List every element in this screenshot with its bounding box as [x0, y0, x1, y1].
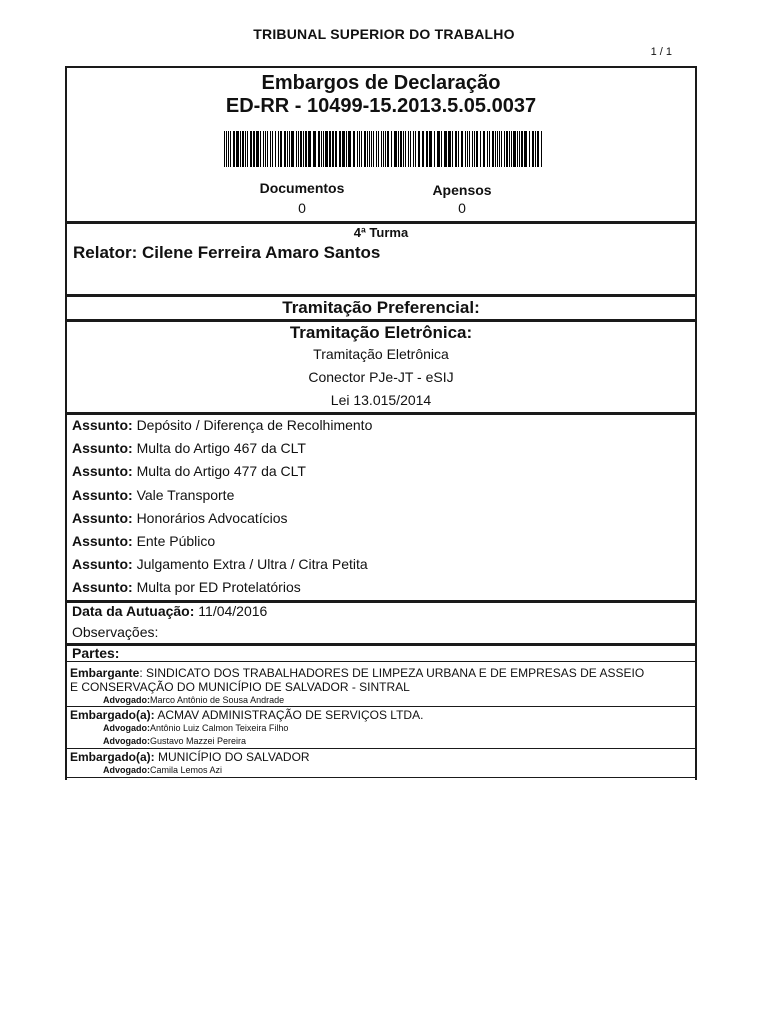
barcode-bar	[429, 131, 432, 167]
barcode-bar	[359, 131, 360, 167]
barcode-bar	[437, 131, 440, 167]
barcode-bar	[444, 131, 447, 167]
advogado-label: Advogado:	[103, 736, 150, 746]
list-item	[72, 578, 372, 601]
divider	[65, 706, 697, 707]
assunto-value: Honorários Advocatícios	[136, 509, 288, 526]
barcode-bar	[472, 131, 473, 167]
barcode-bar	[267, 131, 268, 167]
barcode-bar	[323, 131, 324, 167]
embargado-label: Embargado(a):	[70, 750, 155, 764]
embargado-name: ACMAV ADMINISTRAÇÃO DE SERVIÇOS LTDA.	[154, 708, 424, 722]
barcode-bar	[308, 131, 311, 167]
barcode-bar	[280, 131, 282, 167]
barcode-bar	[489, 131, 490, 167]
barcode-bar	[226, 131, 227, 167]
barcode-bar	[487, 131, 488, 167]
barcode-bar	[501, 131, 502, 167]
barcode-bar	[265, 131, 266, 167]
barcode-bar	[474, 131, 475, 167]
barcode-bar	[236, 131, 239, 167]
barcode-bar	[325, 131, 328, 167]
barcode-bar	[495, 131, 496, 167]
barcode-bar	[448, 131, 451, 167]
barcode-bar	[383, 131, 384, 167]
barcode-bar	[275, 131, 276, 167]
barcode-bar	[517, 131, 518, 167]
list-item	[72, 462, 372, 485]
barcode-bar	[228, 131, 229, 167]
barcode-bar	[529, 131, 530, 167]
barcode-bar	[537, 131, 539, 167]
embargante-advogado	[103, 695, 284, 706]
barcode-bar	[250, 131, 252, 167]
barcode-bar	[233, 131, 235, 167]
partes-box	[65, 644, 697, 780]
barcode-bar	[394, 131, 397, 167]
barcode-bar	[410, 131, 411, 167]
advogado-name: Marco Antônio de Sousa Andrade	[150, 695, 285, 705]
advogado-name: Camila Lemos Azi	[150, 765, 223, 775]
assunto-value: Vale Transporte	[136, 486, 235, 503]
barcode-bar	[348, 131, 351, 167]
tramitacao-line: Tramitação Eletrônica	[313, 346, 449, 362]
barcode-bar	[513, 131, 516, 167]
autuacao-value: 11/04/2016	[198, 603, 268, 619]
barcode	[224, 131, 544, 167]
barcode-bar	[305, 131, 307, 167]
barcode-bar	[342, 131, 345, 167]
documents-label: Documentos	[259, 180, 345, 196]
tramitacao-preferencial-box	[65, 295, 697, 321]
advogado-name: Gustavo Mazzei Pereira	[150, 736, 247, 746]
advogado-name: Antônio Luiz Calmon Teixeira Filho	[150, 723, 289, 733]
barcode-bar	[497, 131, 498, 167]
assunto-value: Multa do Artigo 467 da CLT	[136, 440, 306, 457]
barcode-bar	[422, 131, 424, 167]
barcode-bar	[230, 131, 231, 167]
assuntos-box	[65, 413, 697, 602]
barcode-bar	[381, 131, 382, 167]
barcode-bar	[506, 131, 508, 167]
barcode-bar	[524, 131, 527, 167]
assunto-value: Ente Público	[136, 532, 216, 549]
autuacao-label: Data da Autuação:	[72, 603, 195, 619]
tramitacao-preferencial-label: Tramitação Preferencial:	[282, 298, 480, 317]
barcode-bar	[245, 131, 246, 167]
embargado-1-advogado	[103, 723, 288, 734]
assunto-value: Multa do Artigo 477 da CLT	[136, 463, 306, 480]
barcode-bar	[367, 131, 368, 167]
barcode-bar	[298, 131, 299, 167]
barcode-bar	[535, 131, 536, 167]
assunto-list	[72, 416, 372, 602]
barcode-bar	[385, 131, 386, 167]
barcode-bar	[260, 131, 261, 167]
list-item	[72, 416, 372, 439]
barcode-bar	[405, 131, 406, 167]
barcode-bar	[378, 131, 379, 167]
barcode-bar	[373, 131, 374, 167]
barcode-bar	[242, 131, 244, 167]
barcode-bar	[318, 131, 320, 167]
barcode-bar	[415, 131, 416, 167]
assunto-value: Depósito / Diferença de Recolhimento	[136, 417, 373, 433]
barcode-bar	[369, 131, 370, 167]
barcode-bar	[387, 131, 389, 167]
advogado-label: Advogado:	[103, 695, 150, 705]
tramitacao-eletronica-label: Tramitação Eletrônica:	[289, 323, 473, 342]
barcode-bar	[492, 131, 494, 167]
divider	[65, 777, 697, 778]
barcode-bar	[467, 131, 468, 167]
embargado-2	[70, 751, 695, 764]
observacoes-label: Observações:	[72, 624, 159, 640]
barcode-bar	[332, 131, 334, 167]
barcode-bar	[253, 131, 255, 167]
barcode-bar	[371, 131, 372, 167]
barcode-bar	[272, 131, 273, 167]
barcode-bar	[247, 131, 248, 167]
barcode-bar	[357, 131, 358, 167]
tramitacao-line: Lei 13.015/2014	[330, 392, 432, 408]
turma: 4ª Turma	[353, 225, 409, 240]
embargante	[70, 667, 695, 680]
embargado-label: Embargado(a):	[70, 708, 155, 722]
barcode-bar	[408, 131, 409, 167]
barcode-bar	[499, 131, 500, 167]
documents-value: 0	[298, 200, 306, 216]
barcode-bar	[300, 131, 302, 167]
barcode-bar	[458, 131, 459, 167]
barcode-bar	[504, 131, 505, 167]
barcode-bar	[413, 131, 414, 167]
assunto-label: Assunto:	[72, 440, 133, 457]
barcode-bar	[270, 131, 271, 167]
embargante-label: Embargante	[70, 666, 140, 680]
barcode-bar	[403, 131, 404, 167]
barcode-bar	[291, 131, 294, 167]
barcode-bar	[519, 131, 520, 167]
partes-label: Partes:	[72, 645, 120, 661]
case-number: ED-RR - 10499-15.2013.5.05.0037	[225, 95, 537, 117]
assunto-label: Assunto:	[72, 486, 133, 503]
embargado-name: MUNICÍPIO DO SALVADOR	[154, 750, 310, 764]
barcode-bar	[452, 131, 453, 167]
barcode-bar	[321, 131, 322, 167]
case-type: Embargos de Declaração	[261, 72, 501, 94]
assunto-label: Assunto:	[72, 579, 133, 596]
barcode-bar	[418, 131, 420, 167]
barcode-bar	[511, 131, 512, 167]
assunto-label: Assunto:	[72, 417, 133, 433]
tramitacao-line: Conector PJe-JT - eSIJ	[308, 369, 454, 385]
embargado-1	[70, 709, 695, 722]
barcode-bar	[339, 131, 341, 167]
assunto-label: Assunto:	[72, 532, 133, 549]
assunto-label: Assunto:	[72, 556, 133, 573]
embargado-2-advogado	[103, 765, 222, 776]
barcode-bar	[480, 131, 481, 167]
divider	[65, 748, 697, 749]
barcode-bar	[303, 131, 304, 167]
barcode-bar	[263, 131, 264, 167]
list-item	[72, 532, 372, 555]
barcode-bar	[521, 131, 523, 167]
barcode-bar	[346, 131, 347, 167]
barcode-bar	[289, 131, 290, 167]
case-header-box	[65, 66, 697, 223]
autuacao-date	[72, 603, 267, 619]
assunto-label: Assunto:	[72, 509, 133, 526]
barcode-bar	[278, 131, 279, 167]
barcode-bar	[476, 131, 478, 167]
barcode-bar	[426, 131, 428, 167]
barcode-bar	[400, 131, 402, 167]
panel-box	[65, 222, 697, 296]
autuacao-box	[65, 601, 697, 645]
barcode-bar	[391, 131, 392, 167]
apensos-value: 0	[458, 200, 466, 216]
court-name: TRIBUNAL SUPERIOR DO TRABALHO	[253, 26, 515, 42]
list-item	[72, 439, 372, 462]
barcode-bar	[465, 131, 466, 167]
barcode-bar	[329, 131, 331, 167]
relator: Relator: Cilene Ferreira Amaro Santos	[73, 243, 381, 262]
barcode-bar	[509, 131, 510, 167]
barcode-bar	[361, 131, 362, 167]
list-item	[72, 509, 372, 532]
barcode-bar	[296, 131, 297, 167]
embargado-1-advogado	[103, 736, 246, 747]
barcode-bar	[256, 131, 259, 167]
barcode-bar	[398, 131, 399, 167]
embargante-name-continued: E CONSERVAÇÃO DO MUNICÍPIO DE SALVADOR - SINTRAL	[70, 680, 410, 694]
barcode-bar	[532, 131, 534, 167]
barcode-bar	[353, 131, 355, 167]
assunto-value: Julgamento Extra / Ultra / Citra Petita	[136, 556, 368, 573]
assunto-label: Assunto:	[72, 463, 133, 480]
barcode-bar	[455, 131, 457, 167]
barcode-bar	[461, 131, 463, 167]
page-number: 1 / 1	[650, 46, 672, 58]
barcode-bar	[541, 131, 542, 167]
barcode-bar	[469, 131, 470, 167]
tramitacao-eletronica-box	[65, 320, 697, 414]
barcode-bar	[434, 131, 435, 167]
barcode-bar	[376, 131, 377, 167]
embargante-name: : SINDICATO DOS TRABALHADORES DE LIMPEZA URBANA E DE EMPRESAS DE ASSEIO	[139, 666, 645, 680]
barcode-bar	[364, 131, 366, 167]
barcode-bar	[240, 131, 241, 167]
barcode-bar	[483, 131, 485, 167]
barcode-bar	[313, 131, 316, 167]
barcode-bar	[335, 131, 337, 167]
advogado-label: Advogado:	[103, 765, 150, 775]
barcode-bar	[441, 131, 442, 167]
barcode-bar	[287, 131, 288, 167]
barcode-bar	[224, 131, 225, 167]
barcode-bar	[284, 131, 286, 167]
advogado-label: Advogado:	[103, 723, 150, 733]
apensos-label: Apensos	[432, 182, 492, 198]
list-item	[72, 555, 372, 578]
divider	[65, 661, 697, 662]
assunto-value: Multa por ED Protelatórios	[136, 579, 301, 596]
list-item	[72, 486, 372, 509]
